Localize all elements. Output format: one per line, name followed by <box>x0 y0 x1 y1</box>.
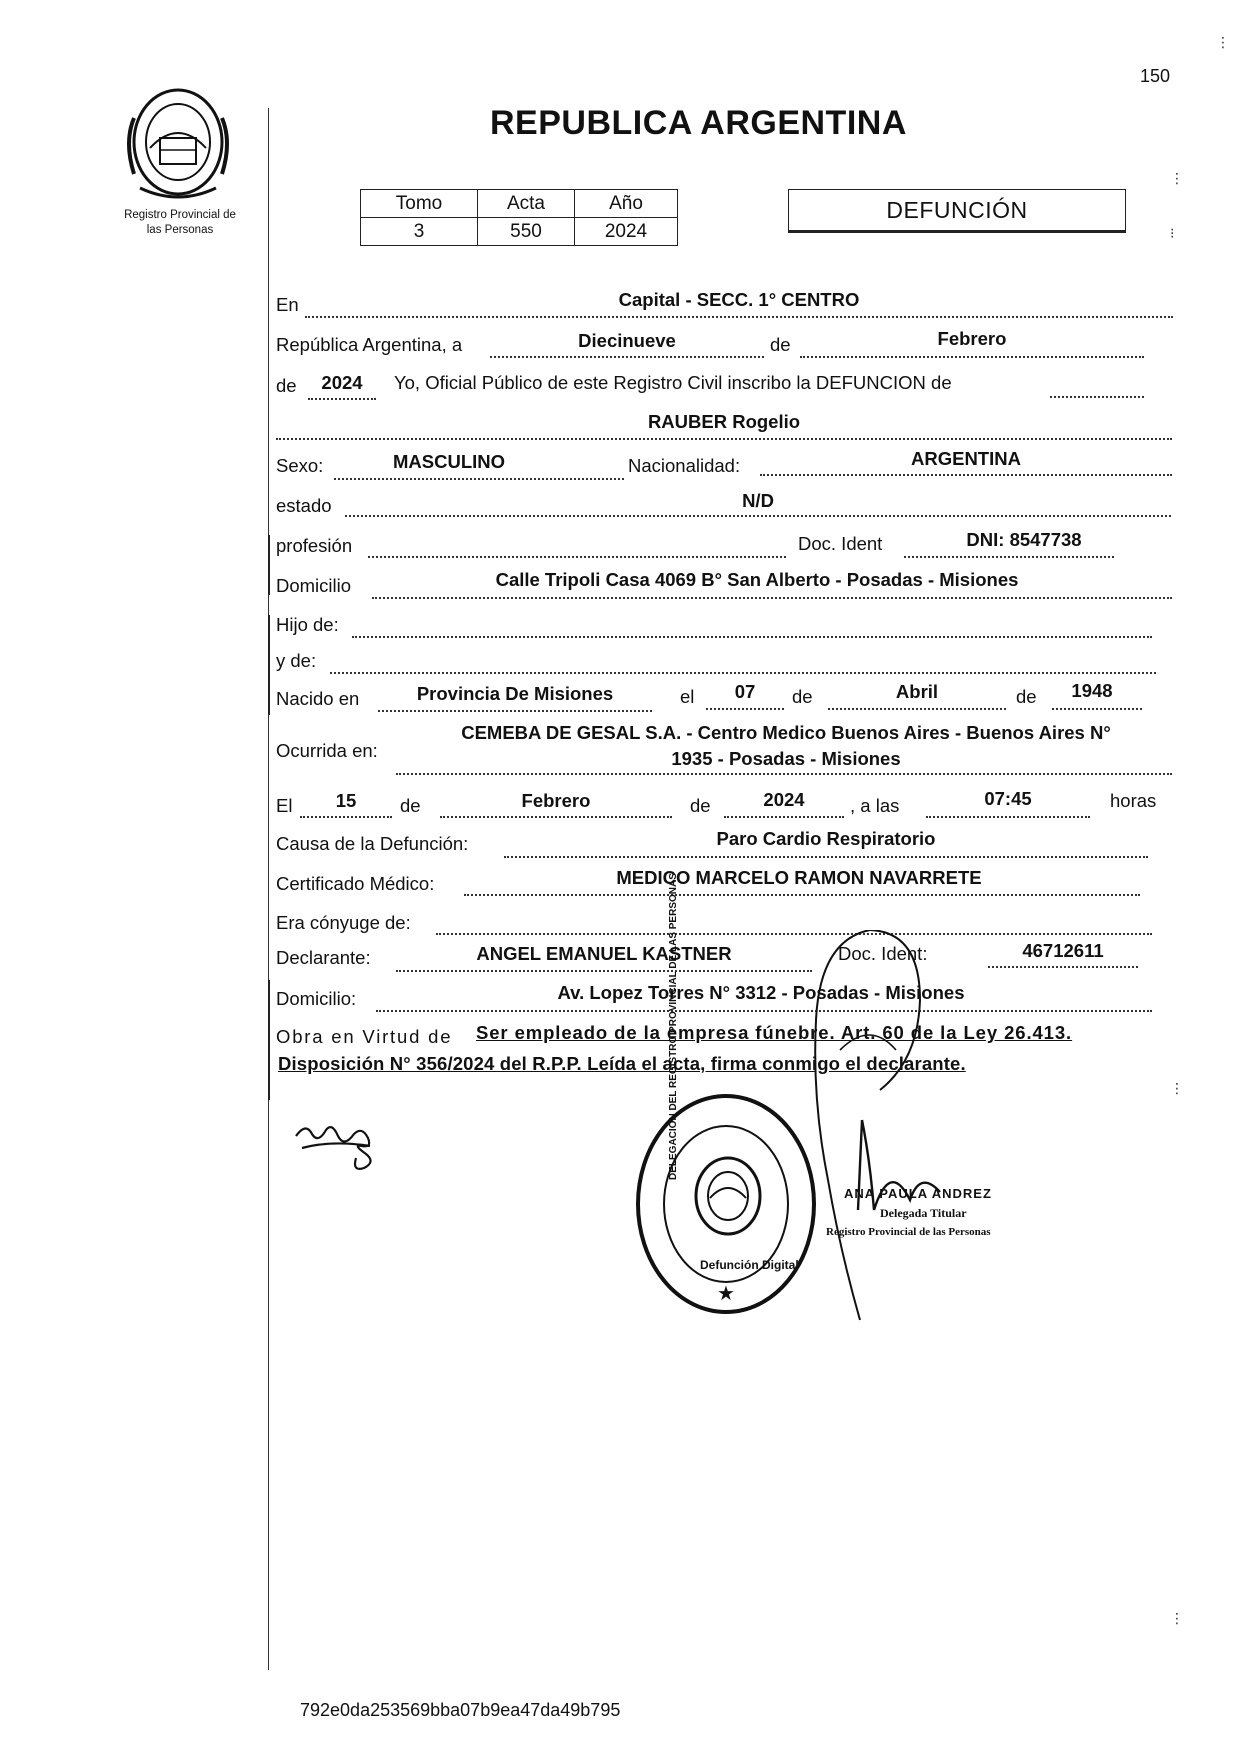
svg-text:★: ★ <box>717 1281 735 1305</box>
en-label: En <box>276 294 299 315</box>
registry-line-2: las Personas <box>146 224 214 236</box>
declarant-signature-icon <box>292 1118 388 1180</box>
margin-mark <box>268 535 270 595</box>
dotted-line <box>345 515 1171 517</box>
margin-mark <box>268 980 270 1100</box>
disposicion-text: Disposición N° 356/2024 del R.P.P. Leída el acta, firma conmigo el declarante. <box>278 1053 966 1074</box>
ocurrida-label: Ocurrida en: <box>276 740 378 761</box>
margin-line <box>268 108 269 1670</box>
dotted-line <box>436 933 1152 935</box>
dotted-line <box>1052 708 1142 710</box>
ocurrida-line-2: 1935 - Posadas - Misiones <box>671 748 901 769</box>
domicilio2-value: Av. Lopez Torres N° 3312 - Posadas - Misiones <box>557 982 965 1003</box>
sexo-value: MASCULINO <box>392 451 506 472</box>
de-label: de <box>792 686 813 707</box>
causa-value: Paro Cardio Respiratorio <box>716 828 936 849</box>
margin-mark <box>268 615 270 715</box>
doc2-value: 46712611 <box>1022 940 1104 961</box>
dotted-line <box>828 708 1006 710</box>
fall-mes-value: Febrero <box>521 790 591 811</box>
document-hash: 792e0da253569bba07b9ea47da49b795 <box>300 1700 621 1720</box>
nac-mes-value: Abril <box>895 681 939 702</box>
domicilio2-label: Domicilio: <box>276 988 357 1009</box>
de-label: de <box>276 375 297 396</box>
provincial-emblem-icon <box>120 78 236 206</box>
dotted-line <box>904 556 1114 558</box>
dotted-line <box>396 970 812 972</box>
document-type: DEFUNCIÓN <box>788 189 1126 233</box>
profesion-label: profesión <box>276 535 353 556</box>
value-acta: 550 <box>478 218 575 246</box>
dotted-line <box>706 708 784 710</box>
scan-mark: ⋮ <box>1170 1080 1184 1096</box>
dotted-line <box>926 816 1090 818</box>
seal-inner-text: Defunción Digital <box>700 1258 799 1272</box>
nacionalidad-value: ARGENTINA <box>911 448 1021 469</box>
republica-label: República Argentina, a <box>276 334 463 355</box>
domicilio-label: Domicilio <box>276 575 352 596</box>
lugar-value: Capital - SECC. 1° CENTRO <box>618 289 860 310</box>
dotted-line <box>760 474 1172 476</box>
scan-mark: ⋮ <box>1170 170 1184 186</box>
official-seal-icon <box>626 1086 826 1326</box>
nac-anio-value: 1948 <box>1071 680 1113 701</box>
hora-value: 07:45 <box>984 788 1032 809</box>
seal-ring-text: DELEGACIÓN DEL REGISTRO PROVINCIAL DE LAS PERSONAS <box>668 873 679 1180</box>
obra-text: Ser empleado de la empresa fúnebre. Art. 60 de la Ley 26.413. <box>476 1022 1073 1043</box>
dia-value: Diecinueve <box>578 330 676 351</box>
el2-label: El <box>276 795 293 816</box>
dotted-line <box>1050 396 1144 398</box>
de-label: de <box>400 795 421 816</box>
inscribo-text: Yo, Oficial Público de este Registro Civil inscribo la DEFUNCION de <box>394 372 952 393</box>
dotted-line <box>372 597 1172 599</box>
dotted-line <box>305 316 1173 318</box>
certificado-label: Certificado Médico: <box>276 873 435 894</box>
dotted-line <box>378 710 652 712</box>
dotted-line <box>368 556 786 558</box>
doc2-label: Doc. Ident: <box>838 943 928 964</box>
scan-mark: ⋮ <box>1216 34 1230 50</box>
declarante-value: ANGEL EMANUEL KASTNER <box>476 943 732 964</box>
scan-mark: ⁝ <box>1170 225 1175 241</box>
value-anio: 2024 <box>575 218 678 246</box>
sexo-label: Sexo: <box>276 455 324 476</box>
doc-value: DNI: 8547738 <box>966 529 1082 550</box>
yde-label: y de: <box>276 650 317 671</box>
dotted-line <box>504 856 1148 858</box>
dotted-line <box>464 894 1140 896</box>
header-acta: Acta <box>478 190 575 218</box>
mes-value: Febrero <box>937 328 1007 349</box>
dotted-line <box>308 398 376 400</box>
anio-value: 2024 <box>321 372 363 393</box>
dotted-line <box>276 438 1172 440</box>
official-signature-icon <box>800 930 1040 1350</box>
nacionalidad-label: Nacionalidad: <box>628 455 741 476</box>
stamp-office: Registro Provincial de las Personas <box>826 1226 991 1238</box>
el-label: el <box>680 686 695 707</box>
estado-label: estado <box>276 495 332 516</box>
de-label: de <box>770 334 791 355</box>
causa-label: Causa de la Defunción: <box>276 833 469 854</box>
nacido-lugar-value: Provincia De Misiones <box>416 683 614 704</box>
conyuge-label: Era cónyuge de: <box>276 912 411 933</box>
domicilio-value: Calle Tripoli Casa 4069 B° San Alberto - Posadas - Misiones <box>495 569 1019 590</box>
nac-dia-value: 07 <box>734 681 756 702</box>
dotted-line <box>440 816 672 818</box>
horas-label: horas <box>1110 790 1157 811</box>
scan-mark: ⋮ <box>1170 1610 1184 1626</box>
alas-label: , a las <box>850 795 900 816</box>
nacido-label: Nacido en <box>276 688 360 709</box>
document-title: REPUBLICA ARGENTINA <box>490 104 907 142</box>
fall-dia-value: 15 <box>335 790 357 811</box>
fall-anio-value: 2024 <box>763 789 805 810</box>
header-anio: Año <box>575 190 678 218</box>
de-label: de <box>690 795 711 816</box>
dotted-line <box>334 478 624 480</box>
registry-line-1: Registro Provincial de <box>124 209 236 221</box>
dotted-line <box>490 356 764 358</box>
dotted-line <box>724 816 844 818</box>
stamp-role: Delegada Titular <box>880 1206 967 1220</box>
declarante-label: Declarante: <box>276 947 371 968</box>
dotted-line <box>396 773 1172 775</box>
dotted-line <box>800 356 1144 358</box>
nombre-value: RAUBER Rogelio <box>647 411 801 432</box>
value-tomo: 3 <box>361 218 478 246</box>
acta-table <box>360 189 678 246</box>
hijo-label: Hijo de: <box>276 614 339 635</box>
dotted-line <box>352 636 1152 638</box>
stamp-name: ANA PAULA ANDREZ <box>844 1186 992 1201</box>
ocurrida-line-1: CEMEBA DE GESAL S.A. - Centro Medico Buenos Aires - Buenos Aires N° <box>461 722 1111 743</box>
dotted-line <box>330 672 1156 674</box>
de-label: de <box>1016 686 1037 707</box>
doc-label: Doc. Ident <box>798 533 883 554</box>
certificado-value: MEDICO MARCELO RAMON NAVARRETE <box>616 867 982 888</box>
page-number: 150 <box>1140 66 1171 86</box>
estado-value: N/D <box>742 490 774 511</box>
dotted-line <box>300 816 392 818</box>
header-tomo: Tomo <box>361 190 478 218</box>
obra-prefix: Obra en Virtud de <box>276 1026 453 1047</box>
registry-name <box>98 208 262 238</box>
